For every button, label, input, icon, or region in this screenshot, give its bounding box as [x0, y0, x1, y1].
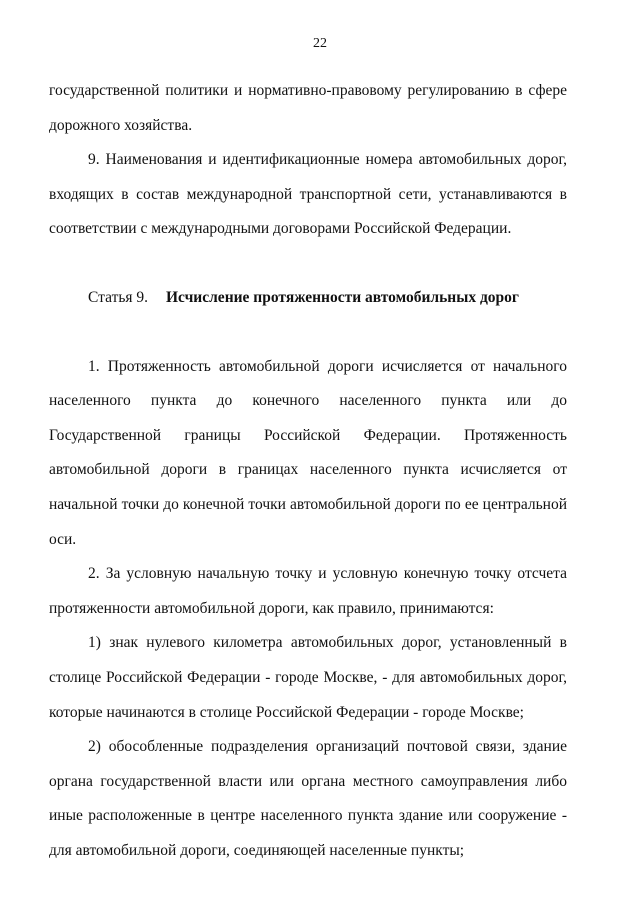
article-label: Статья 9. — [88, 288, 149, 306]
paragraph-item-1: 1. Протяженность автомобильной дороги исчисляется от начального населенного пункта до конечного населенного пункта или до Государственной границы Российской Федерации. Протяженность автомобильной дороги в границах населенного пункта исчисляется от начальной точки до конечной точки автомобильной дороги по ее центральной оси. — [49, 357, 567, 548]
article-heading — [49, 281, 567, 316]
paragraph-item-9: 9. Наименования и идентификационные номера автомобильных дорог, входящих в состав международной транспортной сети, устанавливаются в соответствии с международными договорами Российской Федерации. — [49, 151, 567, 238]
paragraph-continuation: государственной политики и нормативно-правовому регулированию в сфере дорожного хозяйства. — [49, 82, 567, 134]
article-title: Исчисление протяженности автомобильных дорог — [165, 288, 519, 306]
paragraph-item-2: 2. За условную начальную точку и условную конечную точку отсчета протяженности автомобильной дороги, как правило, принимаются: — [49, 565, 567, 617]
document-body — [49, 74, 567, 868]
page-number: 22 — [313, 36, 327, 51]
paragraph-subitem-2: 2) обособленные подразделения организаций почтовой связи, здание органа государственной власти или органа местного самоуправления либо иные расположенные в центре населенного пункта здание или сооружение - для автомобильной дороги, соединяющей населенные пункты; — [49, 738, 567, 859]
paragraph-subitem-1: 1) знак нулевого километра автомобильных дорог, установленный в столице Российской Федерации - городе Москве, - для автомобильных дорог, которые начинаются в столице Российской Федерации - городе Москве; — [49, 634, 567, 721]
